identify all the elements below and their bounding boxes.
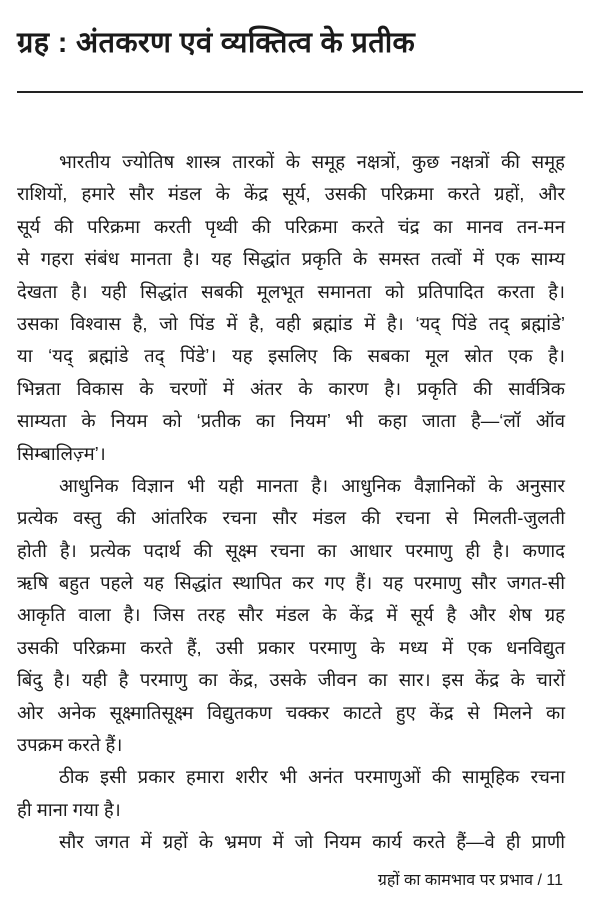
text-line: आधुनिक विज्ञान भी यही मानता है। आधुनिक वैज्ञानिकों के अनुसार [59, 474, 565, 496]
text-line: उपक्रम करते हैं। [17, 734, 123, 756]
page-footer: ग्रहों का कामभाव पर प्रभाव / 11 [377, 872, 563, 889]
text-line: देखता है। यही सिद्धांत सबकी मूलभूत समानता को प्रतिपादित करता है। [17, 280, 565, 302]
text-line: या ‘यद् ब्रह्मांडे तद् पिंडे’। यह इसलिए कि सबका मूल स्रोत एक है। [17, 345, 565, 367]
text-line: सौर जगत में ग्रहों के भ्रमण में जो नियम कार्य करते हैं—वे ही प्राणी [59, 831, 565, 853]
chapter-title: ग्रह : अंतकरण एवं व्यक्तित्व के प्रतीक [17, 27, 416, 59]
text-line: ही माना गया है। [17, 798, 121, 820]
text-line: उसकी परिक्रमा करते हैं, उसी प्रकार परमाणु के मध्य में एक धनविद्युत [17, 636, 565, 658]
text-line: प्रत्येक वस्तु की आंतरिक रचना सौर मंडल की रचना से मिलती-जुलती [17, 507, 565, 529]
text-line: राशियों, हमारे सौर मंडल के केंद्र सूर्य, उसकी परिक्रमा करते ग्रहों, और [17, 183, 565, 205]
text-line: ओर अनेक सूक्ष्मातिसूक्ष्म विद्युतकण चक्कर काटते हुए केंद्र से मिलने का [17, 701, 565, 723]
text-line: से गहरा संबंध मानता है। यह सिद्धांत प्रकृति के समस्त तत्वों में एक साम्य [17, 248, 565, 270]
text-line: ऋषि बहुत पहले यह सिद्धांत स्थापित कर गए हैं। यह परमाणु सौर जगत-सी [17, 572, 565, 594]
text-line: सूर्य की परिक्रमा करती पृथ्वी की परिक्रमा करते चंद्र का मानव तन-मन [17, 215, 565, 237]
text-line: ठीक इसी प्रकार हमारा शरीर भी अनंत परमाणुओं की सामूहिक रचना [59, 766, 565, 788]
text-line: भारतीय ज्योतिष शास्त्र तारकों के समूह नक्षत्रों, कुछ नक्षत्रों की समूह [59, 151, 565, 172]
text-line: भिन्नता विकास के चरणों में अंतर के कारण है। प्रकृति की सार्वत्रिक [17, 377, 565, 399]
text-line: बिंदु है। यही है परमाणु का केंद्र, उसके जीवन का सार। इस केंद्र के चारों [17, 669, 565, 691]
text-line: सिम्बालिज़्म’। [17, 442, 106, 464]
text-line: उसका विश्वास है, जो पिंड में है, वही ब्रह्मांड में है। ‘यद् पिंडे तद् ब्रह्मांडे’ [17, 312, 565, 334]
text-line: आकृति वाला है। जिस तरह सौर मंडल के केंद्र में सूर्य है और शेष ग्रह [17, 604, 565, 626]
title-divider [17, 91, 583, 93]
body-text [17, 146, 565, 859]
text-line: होती है। प्रत्येक पदार्थ की सूक्ष्म रचना का आधार परमाणु ही है। कणाद [17, 539, 565, 561]
text-line: साम्यता के नियम को ‘प्रतीक का नियम’ भी कहा जाता है—‘लॉ ऑव [17, 410, 565, 432]
